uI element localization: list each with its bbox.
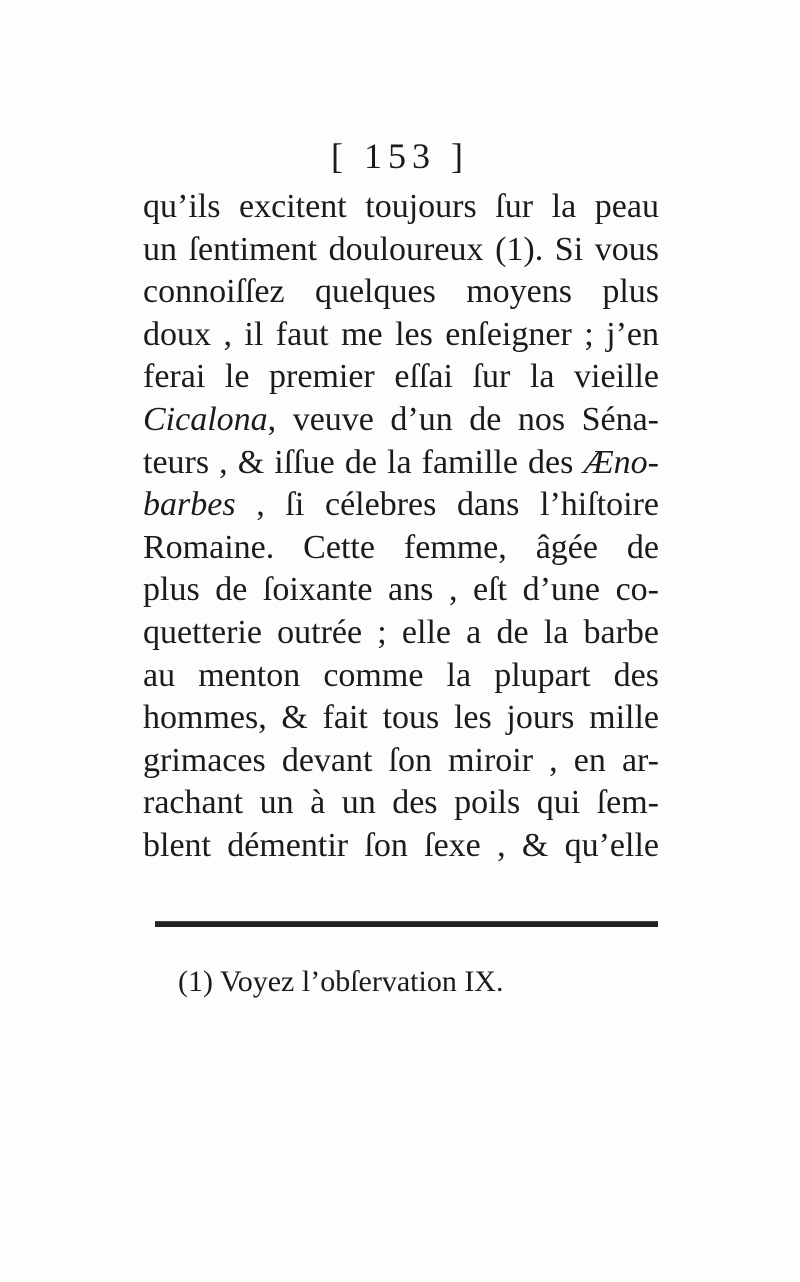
text-run: au menton comme la plupart des [143,656,659,694]
text-line [143,527,659,570]
text-run: , veuve d’un de nos Séna- [267,400,659,438]
text-line [143,740,659,783]
text-run: quetterie outrée ; elle a de la barbe [143,613,659,651]
text-run: hommes, & fait tous les jours mille [143,699,659,737]
text-run: plus de ſoixante ans , eſt d’une co- [143,571,659,609]
text-line [143,697,659,740]
footnote-rule [155,921,658,927]
body-text [143,186,659,868]
text-run: doux , il faut me les enſeigner ; j’en [143,315,659,353]
text-run: teurs , & iſſue de la famille des [143,443,584,481]
text-run: Romaine. Cette femme, âgée de [143,528,659,566]
text-line [143,356,659,399]
text-run: , ſi célebres dans l’hiſtoire [235,486,659,524]
text-run: ferai le premier eſſai ſur la vieille [143,358,659,396]
italic-text: Æno- [583,443,659,481]
text-line [143,484,659,527]
footnote: (1) Voyez l’obſervation IX. [178,965,504,998]
text-line [143,655,659,698]
text-line [143,186,659,229]
text-run: qu’ils excitent toujours ſur la peau [143,188,659,225]
text-run: un ſentiment douloureux (1). Si vous [143,230,659,268]
text-line [143,569,659,612]
text-line [143,782,659,825]
text-run: connoiſſez quelques moyens plus [143,273,659,311]
page-number: [ 153 ] [331,136,469,176]
text-line [143,271,659,314]
text-line [143,612,659,655]
text-line [143,399,659,442]
text-line [143,825,659,868]
text-line [143,314,659,357]
text-line [143,442,659,485]
text-run: rachant un à un des poils qui ſem- [143,784,659,822]
italic-text: barbes [143,486,236,524]
text-run: blent démentir ſon ſexe , & qu’elle [143,826,659,864]
text-run: grimaces devant ſon miroir , en ar- [143,741,659,779]
text-line [143,229,659,272]
italic-text: Cicalona [143,400,268,438]
